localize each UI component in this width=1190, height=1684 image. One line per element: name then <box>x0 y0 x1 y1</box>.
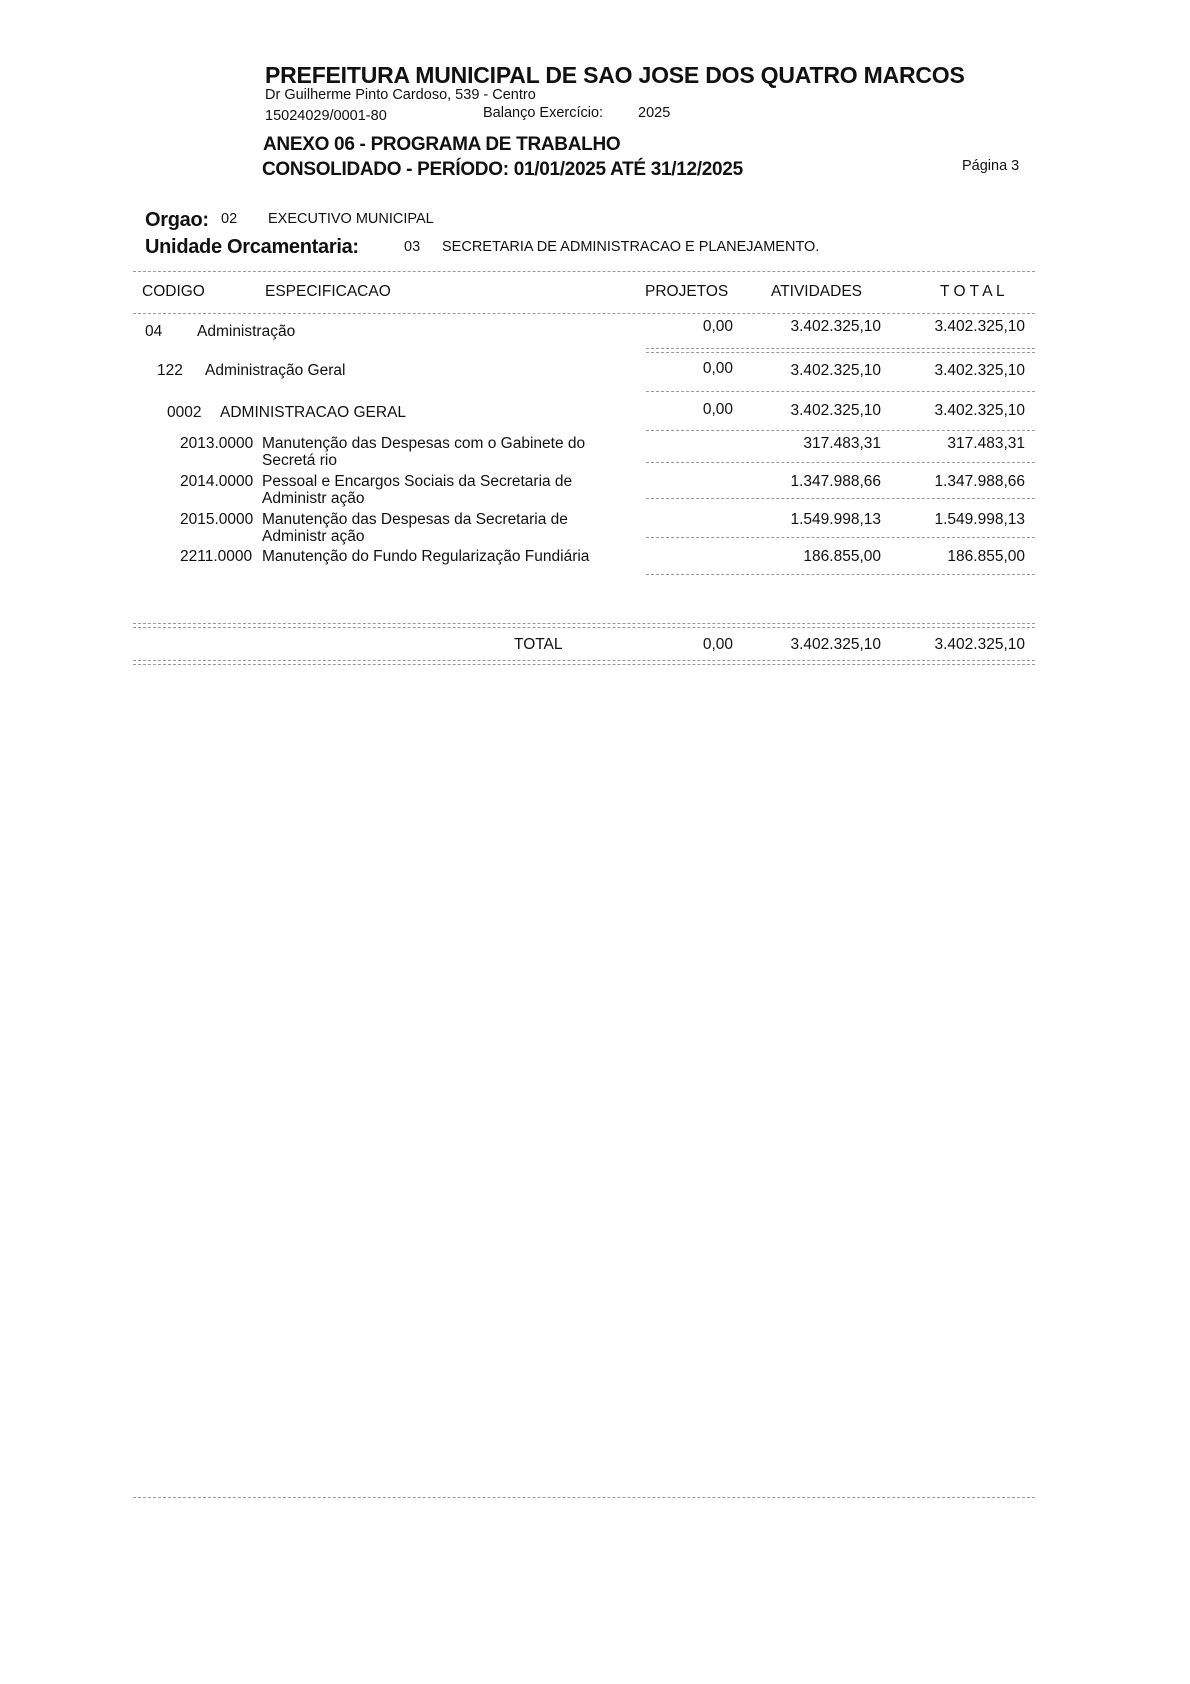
header-bottom-rule <box>133 313 1035 314</box>
total-atividades: 3.402.325,10 <box>790 636 881 653</box>
row-code: 0002 <box>167 404 202 421</box>
row-total: 3.402.325,10 <box>934 362 1025 379</box>
row-code: 04 <box>145 323 163 340</box>
total-projetos: 0,00 <box>702 636 733 653</box>
address: Dr Guilherme Pinto Cardoso, 539 - Centro <box>265 87 536 103</box>
row-desc: Administração <box>197 323 296 340</box>
annex-title: ANEXO 06 - PROGRAMA DE TRABALHO <box>263 134 621 155</box>
row-desc: Pessoal e Encargos Sociais da Secretaria de Administr ação <box>262 473 573 507</box>
row-desc: Administração Geral <box>205 362 346 379</box>
unidade-name: SECRETARIA DE ADMINISTRACAO E PLANEJAMENTO. <box>442 239 820 255</box>
row-code: 2211.0000 <box>180 548 253 565</box>
row-atividades: 1.549.998,13 <box>790 511 881 528</box>
row-projetos: 0,00 <box>702 318 733 335</box>
row-rule <box>646 498 1035 499</box>
row-total: 1.549.998,13 <box>934 511 1025 528</box>
row-total: 3.402.325,10 <box>934 402 1025 419</box>
row-code: 122 <box>157 362 183 379</box>
col-atividades: ATIVIDADES <box>771 283 863 300</box>
unidade-label: Unidade Orcamentaria: <box>145 236 359 258</box>
row-rule <box>646 537 1035 538</box>
row-desc: Manutenção do Fundo Regularização Fundiária <box>262 548 590 565</box>
total-total: 3.402.325,10 <box>934 636 1025 653</box>
row-atividades: 3.402.325,10 <box>790 402 881 419</box>
col-total: T O T A L <box>940 283 1005 300</box>
total-bottom-rule <box>133 660 1035 665</box>
row-rule <box>646 348 1035 353</box>
orgao-label: Orgao: <box>145 209 209 231</box>
row-rule <box>646 574 1035 575</box>
page-number: Página 3 <box>962 158 1020 174</box>
total-top-rule <box>133 623 1035 628</box>
row-atividades: 186.855,00 <box>803 548 881 565</box>
cnpj: 15024029/0001-80 <box>265 108 387 124</box>
col-projetos: PROJETOS <box>645 283 729 300</box>
row-code: 2015.0000 <box>180 511 254 528</box>
row-code: 2013.0000 <box>180 435 254 452</box>
row-projetos: 0,00 <box>702 360 733 377</box>
row-total: 317.483,31 <box>947 435 1025 452</box>
balance-label: Balanço Exercício: <box>483 105 604 121</box>
row-rule <box>646 430 1035 431</box>
col-especificacao: ESPECIFICACAO <box>265 283 391 300</box>
org-name: PREFEITURA MUNICIPAL DE SAO JOSE DOS QUATRO MARCOS <box>265 62 965 88</box>
row-desc: Manutenção das Despesas com o Gabinete do Secretá rio <box>262 435 586 469</box>
unidade-code: 03 <box>404 239 421 255</box>
total-label: TOTAL <box>514 636 563 653</box>
row-total: 186.855,00 <box>947 548 1025 565</box>
header-top-rule <box>133 271 1035 272</box>
row-rule <box>646 391 1035 392</box>
row-desc: Manutenção das Despesas da Secretaria de Administr ação <box>262 511 568 545</box>
footer-rule <box>133 1497 1035 1498</box>
row-rule <box>646 462 1035 463</box>
row-atividades: 3.402.325,10 <box>790 318 881 335</box>
row-code: 2014.0000 <box>180 473 254 490</box>
row-atividades: 1.347.988,66 <box>790 473 881 490</box>
row-total: 1.347.988,66 <box>934 473 1025 490</box>
col-codigo: CODIGO <box>142 283 205 300</box>
orgao-name: EXECUTIVO MUNICIPAL <box>268 211 434 227</box>
row-desc: ADMINISTRACAO GERAL <box>220 404 407 421</box>
row-total: 3.402.325,10 <box>934 318 1025 335</box>
row-projetos: 0,00 <box>702 401 733 418</box>
row-atividades: 3.402.325,10 <box>790 362 881 379</box>
period-title: CONSOLIDADO - PERÍODO: 01/01/2025 ATÉ 31/12/2025 <box>262 159 743 180</box>
orgao-code: 02 <box>221 211 238 227</box>
balance-year: 2025 <box>638 105 671 121</box>
row-atividades: 317.483,31 <box>803 435 881 452</box>
